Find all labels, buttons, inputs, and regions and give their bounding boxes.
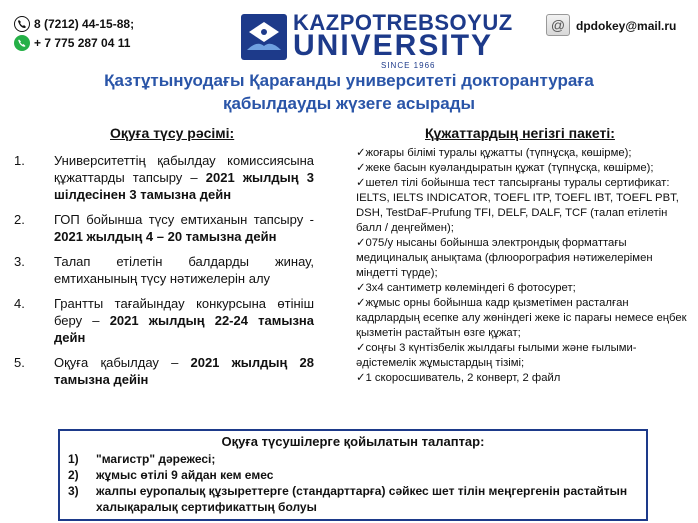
step-date: 2021 жылдың 22-24 тамызна дейн	[54, 313, 314, 345]
requirement-number: 2)	[68, 468, 79, 482]
requirement-text: жалпы еуропалық құзыреттерге (стандарттарға) сәйкес шет тілін меңгергенін растайтын халықаралық сертификаттың болуы	[96, 484, 628, 514]
requirement-item	[60, 483, 646, 515]
document-item: ✓жұмыс орны бойынша кадр қызметімен расталған кадрлардың есепке алу жөніндегі жеке іс парағы немесе еңбек қызметін растайтын өзге құжат;	[356, 297, 687, 339]
phone-contact	[14, 16, 134, 32]
document-item: ✓жоғары білімі туралы құжатты (түпнұсқа, көшірме);	[356, 147, 632, 159]
step-text: Талап етілетін балдарды жинау, емтиханының түсу нәтижелерін алу	[54, 254, 314, 286]
step-date: 2021 жылдың 4 – 20 тамызна дейн	[54, 229, 277, 244]
university-logo	[241, 10, 513, 70]
phone-number-2[interactable]: + 7 775 287 04 11	[34, 36, 131, 50]
requirement-number: 3)	[68, 484, 79, 498]
whatsapp-icon	[14, 35, 30, 51]
whatsapp-contact	[14, 35, 130, 51]
requirement-item	[60, 451, 646, 467]
left-heading: Оқуға түсу рәсімі:	[110, 125, 235, 141]
step-number: 5.	[14, 355, 25, 370]
title-line-1: Қазтұтынуодағы Қарағанды университеті докторантураға	[104, 71, 594, 90]
requirement-text: "магистр" дәрежесі;	[96, 452, 216, 466]
logo-line-2: UNIVERSITY	[293, 29, 494, 62]
logo-line-1: KAZPOTREBSOYUZ	[293, 10, 513, 35]
step-text: Оқуға қабылдау –	[54, 355, 191, 370]
requirements-title: Оқуға түсушілерге қойылатын талаптар:	[221, 434, 485, 449]
title-line-2: қабылдауды жүзеге асырады	[222, 94, 476, 113]
phone-icon	[14, 16, 30, 32]
phone-number-1[interactable]: 8 (7212) 44-15-88;	[34, 17, 135, 31]
step-item	[14, 152, 314, 203]
logo-since: SINCE 1966	[381, 61, 436, 70]
step-item	[14, 295, 314, 346]
document-item: ✓соңғы 3 күнтізбелік жылдағы ғылыми және ғылыми-әдістемелік жұмыстардың тізімі;	[356, 342, 637, 369]
step-number: 3.	[14, 254, 25, 269]
email-address[interactable]: dpdokey@mail.ru	[576, 19, 677, 33]
university-emblem-icon	[241, 14, 287, 60]
step-date: 2021 жылдың 28 тамызна дейін	[54, 355, 314, 387]
step-item	[14, 211, 314, 245]
documents-list	[356, 146, 688, 386]
requirement-text: жұмыс өтілі 9 айдан кем емес	[96, 468, 274, 482]
document-item: ✓3х4 сантиметр көлеміндегі 6 фотосурет;	[356, 282, 576, 294]
document-item: ✓075/у нысаны бойынша электрондық форматтағы медициналық анықтама (флюорография нәтижелерімен міндетті түрде);	[356, 237, 653, 279]
email-icon: @	[546, 14, 570, 36]
step-text: Грантты тағайындау конкурсына өтініш беру –	[54, 296, 314, 328]
step-item	[14, 354, 314, 388]
requirement-number: 1)	[68, 452, 79, 466]
step-number: 4.	[14, 296, 25, 311]
requirement-item	[60, 467, 646, 483]
step-text: ГОП бойынша түсу емтиханын тапсыру -	[54, 212, 314, 227]
step-number: 1.	[14, 153, 25, 168]
step-number: 2.	[14, 212, 25, 227]
right-heading: Құжаттардың негізгі пакеті:	[425, 125, 615, 141]
document-item: ✓жеке басын куәландыратын құжат (түпнұсқа, көшірме);	[356, 162, 654, 174]
requirements-box	[58, 429, 648, 521]
steps-list	[14, 152, 314, 396]
step-date: 2021 жылдың 3 шілдесінен 3 тамызна дейн	[54, 170, 314, 202]
document-item: ✓1 скоросшиватель, 2 конверт, 2 файл	[356, 372, 561, 384]
step-item	[14, 253, 314, 287]
page-title	[0, 69, 698, 115]
document-item: ✓шетел тілі бойынша тест тапсырғаны туралы сертификат: IELTS, IELTS INDICATOR, TOEFL ITP, TOEFL IBT, TOEFL PBT, DSH, TestDaF-Prufung TFI, DELF, DALF, TCF (талап етілетін балл / деңгеймен);	[356, 177, 679, 234]
step-text: Университеттің қабылдау комиссиясына құжаттарды тапсыру –	[54, 153, 314, 185]
